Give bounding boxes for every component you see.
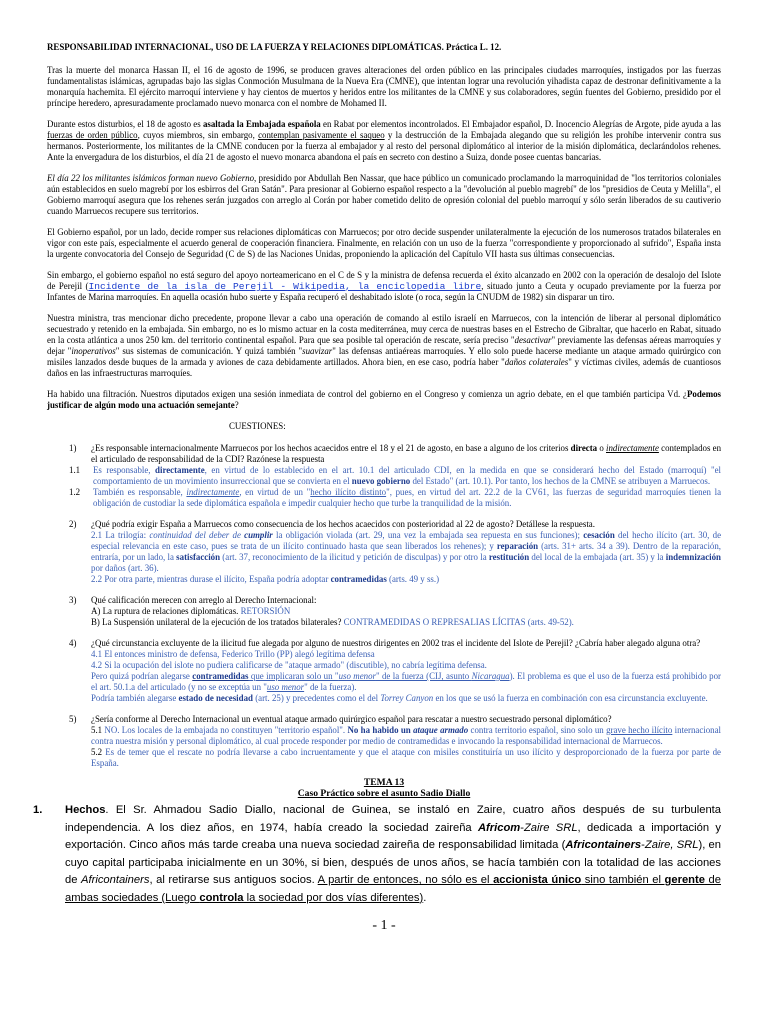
text: (art. 37, reconocimiento de la ilicitud y petición de disculpas) y por otro la [220, 552, 489, 562]
text-bold: Hechos [65, 804, 106, 816]
text: , situado junto a Ceuta y ocupado previamente por la fuerza por Infantes de Marina marroquíes. En aquella ocasión hubo suerte y España recuperó el deshabitado islote (o roca, según la CNUDM de 1982) sin disparar un tiro. [47, 281, 722, 302]
text: y la destrucción de la Embajada alegando que su religión les prohíbe intervenir contra sus hermanos. Posteriormente, los militantes de la CMNE conducen por la fuerza al embajador y al resto del personal diplomático al interior de la misión diplomática, declarándolos rehenes. Ante la envergadura de los disturbios, el día 21 de agosto el nuevo monarca abandona el país en secreto con destino a Suiza, donde posee cuentas bancarias. [47, 130, 721, 162]
text: , en virtud de un " [239, 487, 311, 497]
text-underlined: fuerzas de orden público [47, 130, 138, 140]
text: (arts. 49 y ss.) [386, 574, 440, 584]
text-bold: directamente [155, 465, 205, 475]
text: ), en cuyo capital participaba inicialmente en un 30%, si bien, después de unos años, se hacía también con la totalidad de las acciones de [65, 839, 721, 886]
text: en los que se usó la fuerza en combinación con esa circunstancia excluyente. [433, 693, 708, 703]
tema-heading: TEMA 13 [363, 777, 405, 788]
question-text [91, 443, 721, 465]
text: por daños (art. 36). [91, 563, 159, 573]
text-italic: indirectamente [606, 443, 659, 453]
text: También es responsable, [93, 487, 187, 497]
text: B) La Suspensión unilateral de la ejecución de los tratados bilaterales? [91, 617, 344, 627]
text: del hecho ilícito (art. 30, de especial relevancia en este caso, pues se trata de un ilícito continuado hasta que sean liberados los rehenes); y [91, 530, 722, 551]
question-1 [47, 443, 721, 509]
text: o [597, 443, 606, 453]
text-italic: Africontainers [81, 874, 150, 886]
text-bold: reparación [496, 541, 539, 551]
text: ? [234, 400, 239, 410]
text: 2.2 Por otra parte, mientras durase el ilícito, España podría adoptar [91, 574, 331, 584]
hechos-text [65, 802, 721, 907]
text-bold: contramedidas [330, 574, 387, 584]
text: " y víctimas civiles, además de cuantiosos daños en las infraestructuras marroquíes. [47, 357, 721, 378]
option-b [91, 617, 721, 628]
text-underlined: A partir de entonces, no sólo es el [317, 874, 494, 886]
text-bold: cumplir [244, 530, 273, 540]
paragraph-2 [47, 119, 721, 163]
text-bold: controla [199, 891, 244, 904]
text: contra territorio español, sino solo un [468, 725, 607, 735]
paragraph-7 [47, 389, 721, 411]
document-page [33, 42, 722, 907]
question-text: ¿Sería conforme al Derecho Internacional un eventual ataque armado quirúrgico español para rescatar a nuestro secuestrado personal diplomático? [91, 714, 612, 724]
text-bold: nuevo gobierno [351, 476, 411, 486]
answer-2-2 [91, 574, 721, 585]
text-italic: Zaire SRL [523, 821, 578, 834]
text-italic: desactivar [514, 335, 552, 345]
text: (art. 25) y precedentes como el del [252, 693, 381, 703]
option-a [91, 606, 721, 617]
text: - [520, 821, 524, 834]
text: la obligación violada (art. 29, una vez la embajada sea repuesta en sus funciones); [272, 530, 584, 540]
text: Nuestra ministra, tras mencionar dicho precedente, propone llevar a cabo una operación de comando al estilo israelí en Marruecos, con la intención de liberar al personal diplomático secuestrado y retenido en la embajada. Sin embargo, no es lo mismo actuar en la costa mediterránea, muy cerca de nuestras bases en el Estrecho de Gibraltar, que hacerlo en Rabat, situado en la costa atlántica a unos 250 km. del territorio continental español. Para que sea posible tal operación de rescate, sería preciso " [47, 313, 721, 345]
text-underlined: de ambas sociedades (Luego [65, 874, 721, 904]
text: NO. Los locales de la embajada no constituyen "territorio español". [102, 725, 348, 735]
caso-heading: Caso Práctico sobre el asunto Sadio Diallo [297, 788, 471, 799]
answer-2-1 [91, 530, 721, 574]
section-number: 1. [33, 804, 43, 816]
text-underlined: hecho ilícito distinto [310, 487, 387, 497]
text: ", pues, en virtud del art. 22.2 de la CV61, las fuerzas de seguridad marroquíes tienen la obligación de custodiar la sede diplomática española e impedir cualquier hecho que turbe la tranquilidad de la misión. [93, 487, 722, 508]
answer-4-3 [91, 693, 721, 704]
text: , al retirarse sus antiguos socios. [149, 874, 318, 886]
text: , dedicada a importación y exportación. Cinco años más tarde creaba una nueva sociedad zaireña de responsabilidad limitada ( [65, 821, 721, 851]
question-number: 5) [69, 714, 77, 724]
paragraph-5 [47, 270, 721, 303]
text: que implicaran solo un " [248, 671, 339, 681]
text: . El Sr. Ahmadou Sadio Diallo, nacional de Guinea, se instaló en Zaire, cuatro años después de su turbulenta independencia. A los diez años, en 1974, había creado la sociedad zaireña [65, 804, 721, 834]
text-bold: estado de necesidad [178, 693, 253, 703]
answer-1-2 [93, 487, 721, 509]
text-italic: continuidad del deber de [149, 530, 245, 540]
text: " las defensas antiaéreas marroquíes. Y ello solo puede hacerse mediante un ataque armado quirúrgico con misiles lanzados desde buques de la armada y aviones de caza debidamente artillados. Ahora bien, en ese caso, podría haber " [47, 346, 721, 367]
text: " de la fuerza). [304, 682, 357, 692]
text: Es de temer que el rescate no podría llevarse a cabo incruentamente y que el ataque con misiles constituiría un uso ilícito y desproporcionado de la fuerza por parte de España. [91, 747, 721, 768]
answer-1-1 [93, 465, 721, 487]
text-bold: No ha habido un [347, 725, 414, 735]
sub-number: 1.2 [69, 487, 81, 497]
text: " sus sistemas de comunicación. Y quizá también " [115, 346, 303, 356]
text: A) La ruptura de relaciones diplomáticas. [91, 606, 241, 616]
document-title: RESPONSABILIDAD INTERNACIONAL, USO DE LA FUERZA Y RELACIONES DIPLOMÁTICAS. Práctica L. 12. [47, 42, 502, 52]
text: , cuyos miembros, sin embargo, [137, 130, 259, 140]
paragraph-3 [47, 173, 721, 217]
answer-b: CONTRAMEDIDAS O REPRESALIAS LÍCITAS (arts. 49-52). [343, 617, 574, 627]
question-2 [47, 519, 721, 585]
answer-4-1: 4.1 El entonces ministro de defensa, Federico Trillo (PP) alegó legítima defensa [91, 649, 375, 659]
text: del local de la embajada (art. 35) y la [529, 552, 666, 562]
text-italic: Nicaragua [471, 671, 510, 681]
text: ¿Es responsable internacionalmente Marruecos por los hechos acaecidos entre el 18 y el 21 de agosto, en base a alguno de los criterios [91, 443, 571, 453]
text-underlined: grave hecho ilícito [606, 725, 673, 735]
text-bold: satisfacción [176, 552, 221, 562]
answer-a: RETORSIÓN [240, 606, 291, 616]
text-bold: directa [570, 443, 598, 453]
text: internacional contra nuestra misión y personal diplomático, al cual procede responder por medio de contramedidas e invocando la responsabilidad internacional de Marruecos. [91, 725, 722, 746]
text: , en virtud de lo establecido en el art. 10.1 del articulado CDI, en la medida en que se considerará hecho del Estado (marroquí) "el comportamiento de un movimiento insurreccional que se convierta en el [93, 465, 721, 486]
paragraph-4: El Gobierno español, por un lado, decide romper sus relaciones diplomáticas con Marruecos; por otro decide suspender unilateralmente la ejecución de los numerosos tratados bilaterales en vigor con este país, especialmente el acuerdo general de cooperación financiera. Finalmente, en relación con un uso de la fuerza "correspondiente y proporcionado al sufrido", España insta la urgente convocatoria del Consejo de Seguridad (C de S) de las Naciones Unidas, proponiendo la aplicación del Capítulo VII hasta sus últimas consecuencias. [47, 227, 721, 259]
answer-5-2 [91, 747, 721, 769]
text: Es responsable, [93, 465, 156, 475]
text-bold: Africom [477, 821, 521, 834]
question-text: ¿Qué circunstancia excluyente de la ilicitud fue alegada por alguno de nuestros dirigentes en 2002 tras el incidente del Islote de Perejil? ¿Cabría haber alegado alguna otra? [91, 638, 701, 648]
text-bold: asaltada la Embajada española [202, 119, 321, 129]
text: Sin embargo, el gobierno español no está seguro del apoyo norteamericano en el C de S y la ministra de defensa recuerda el éxito alcanzado en 2002 con la operación de desalojo del Islote de Perejil ( [47, 270, 721, 291]
text: Podría también alegarse [91, 693, 179, 703]
text-bold: contramedidas [192, 671, 249, 681]
text: , presidido por Abdullah Ben Nassar, que hace público un comunicado proclamando la marroquinidad de "los territorios coloniales aún establecidos en suelo magrebí por los esbirros del Gran Satán". Para presionar al Gobierno español respecto a la "devolución al pueblo magrebí" de los "presidios de Ceuta y Melilla", el Gobierno marroquí asegura que los rehenes serán juzgados con arreglo al Corán por haber cometido delito de opresión colonial del pueblo marroquí y sólo serán liberados de su cautiverio cuando Marruecos recupere sus territorios. [47, 173, 721, 216]
answer-4-2-cont [91, 671, 721, 693]
text-italic: indirectamente [186, 487, 240, 497]
sub-number: 1.1 [69, 465, 81, 475]
text-bold: ataque armado [413, 725, 469, 735]
text-italic: inoperativos [71, 346, 116, 356]
text-underlined: contemplan pasivamente el saqueo [258, 130, 385, 140]
question-5 [47, 714, 721, 769]
text-bold: indemnización [665, 552, 721, 562]
text: del Estado" (art. 10.1). Por tanto, los hechos de la CMNE se atribuyen a Marruecos. [410, 476, 711, 486]
text: " previamente las defensas aéreas marroquíes y dejar " [47, 335, 721, 356]
sub-number: 5.2 [91, 747, 103, 757]
text-italic: Torrey Canyon [380, 693, 434, 703]
question-text: Qué calificación merecen con arreglo al Derecho Internacional: [91, 595, 317, 605]
text-underlined: la sociedad por dos vías diferentes) [243, 891, 424, 904]
text-bold: cesación [583, 530, 615, 540]
text: ). El problema es que el uso de la fuerza está prohibido por el art. 50.1.a del articulado (y no se exceptúa un " [91, 671, 722, 692]
hechos-section [33, 802, 721, 907]
text-italic: Zaire, SRL [644, 839, 699, 851]
text-italic: daños colaterales [504, 357, 569, 367]
text: 2.1 La trilogía: [91, 530, 150, 540]
answer-5-1 [91, 725, 721, 747]
text: - [641, 839, 645, 851]
question-3 [47, 595, 721, 628]
wikipedia-link[interactable]: Incidente de la isla de Perejil - Wikipedia, la enciclopedia libre [88, 281, 482, 292]
text: (arts. 31+ arts. 34 a 39). Dentro de la reparación, entraría, por un lado, la [91, 541, 722, 562]
paragraph-6 [47, 313, 721, 379]
text-bold: accionista único [493, 874, 582, 886]
text: Durante estos disturbios, el 18 de agosto es [47, 119, 203, 129]
text-underlined: sino también el [581, 874, 665, 886]
text-bold: restitución [488, 552, 530, 562]
text: " de la fuerza (CIJ, asunto [375, 671, 472, 681]
question-number: 4) [69, 638, 77, 648]
text-italic: suavizar [302, 346, 333, 356]
answer-4-2: 4.2 Si la ocupación del islote no pudiera calificarse de "ataque armado" (discutible), no cabría legítima defensa. [91, 660, 487, 670]
question-number: 3) [69, 595, 77, 605]
text: . [423, 891, 427, 904]
question-text: ¿Qué podría exigir España a Marruecos como consecuencia de los hechos acaecidos con posterioridad al 22 de agosto? Detállese la respuesta. [91, 519, 595, 529]
text: contemplados en el articulado de responsabilidad de la CDI? Razónese la respuesta [91, 443, 722, 464]
text-italic: uso menor [266, 682, 305, 692]
text: Ha habido una filtración. Nuestros diputados exigen una sesión inmediata de control del gobierno en el Congreso y comienza un agrio debate, en el que también participa Vd. ¿ [47, 389, 687, 399]
text: en Rabat por elementos incontrolados. El Embajador español, D. Inocencio Alegrías de Argote, pide ayuda a las [320, 119, 721, 129]
text-italic: uso menor [338, 671, 376, 681]
question-4 [47, 638, 721, 704]
question-number: 1) [69, 443, 77, 453]
question-number: 2) [69, 519, 77, 529]
text-bold: Podemos justificar de algún modo una actuación semejante [47, 389, 721, 410]
paragraph-1: Tras la muerte del monarca Hassan II, el 16 de agosto de 1996, se producen graves alteraciones del orden público en las principales ciudades marroquíes, instigados por las fuerzas fundamentalistas islámicas, agrupadas bajo las siglas Conmoción Musulmana de la Nueva Era (CMNE), que intentan lograr una revolución yihadista capaz de destronar definitivamente a la monarquía hachemita. El ejército marroquí interviene y hay cientos de muertos y heridos entre los militantes de la CMNE y sus colaboradores, según fuentes del Gobierno, presidido por el príncipe heredero, apresuradamente proclamado nuevo monarca con el nombre de Mohamed II. [47, 65, 721, 108]
page-number: - 1 - [372, 918, 396, 933]
text-italic: El día 22 los militantes islámicos forman nuevo Gobierno [47, 173, 255, 183]
sub-number: 5.1 [91, 725, 103, 735]
cuestiones-heading: CUESTIONES: [229, 421, 286, 431]
text-bold: gerente [664, 874, 705, 886]
text: Pero quizá podrían alegarse [91, 671, 193, 681]
text-bold: Africontainers [565, 839, 642, 851]
